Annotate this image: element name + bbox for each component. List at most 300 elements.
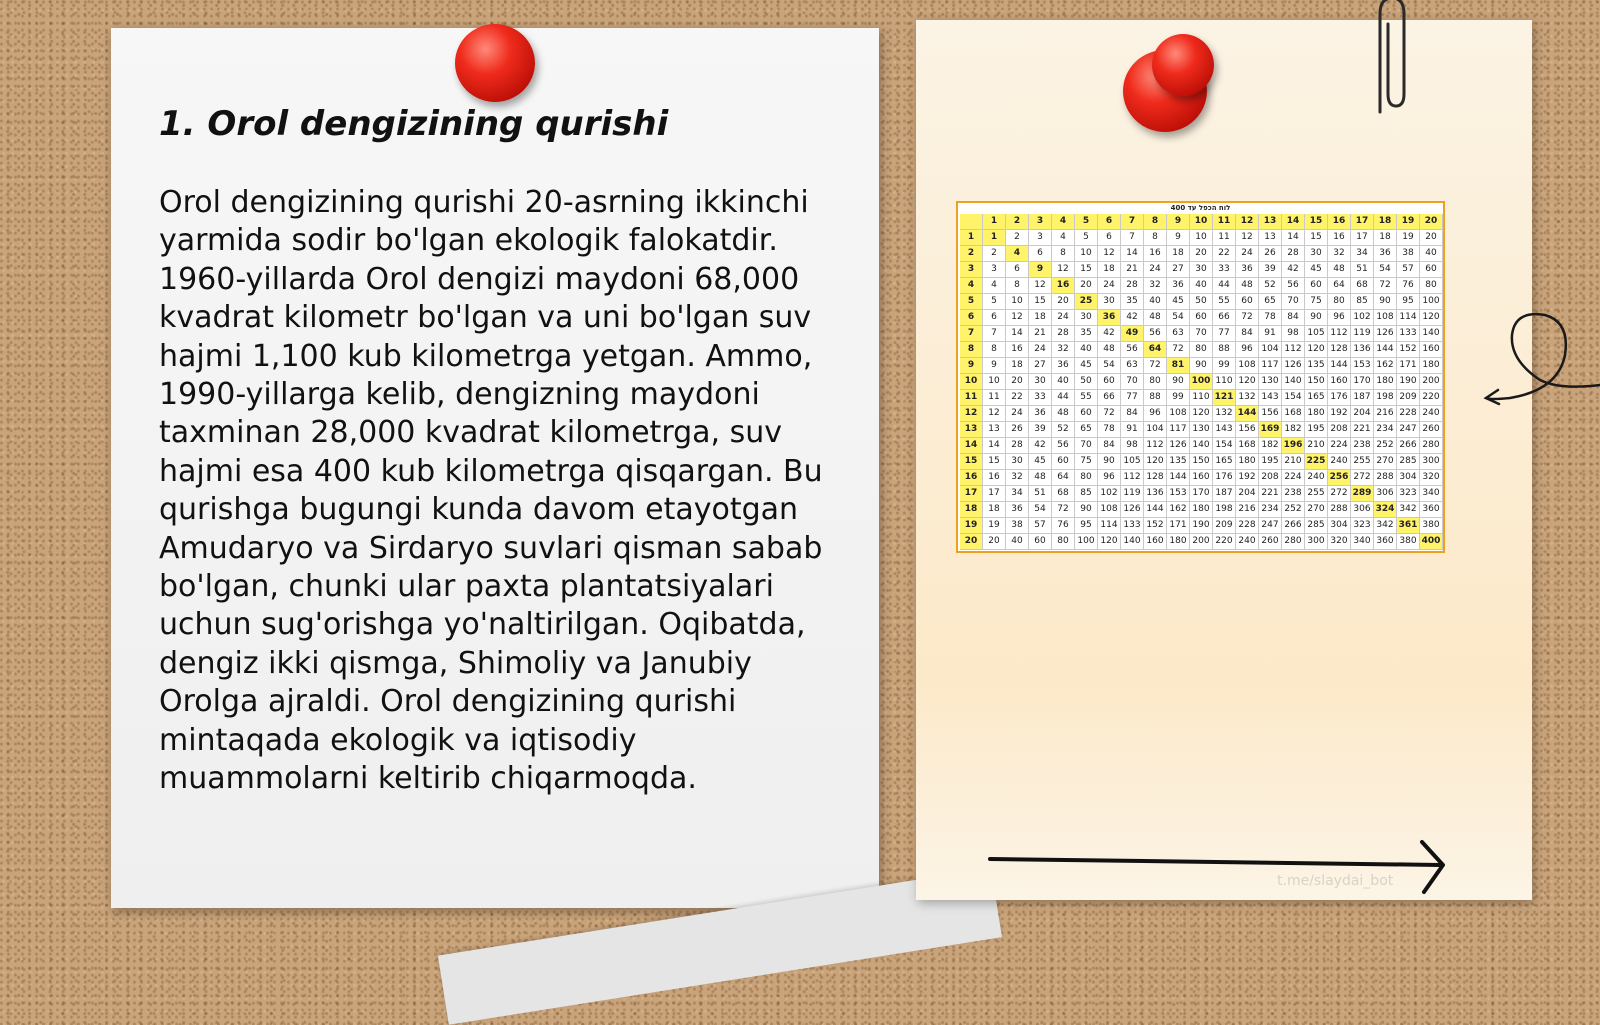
table-cell: 8 [1006,278,1029,294]
table-cell: 18 [1029,310,1052,326]
table-cell: 45 [1029,454,1052,470]
table-cell: 28 [1006,438,1029,454]
table-cell: 11 [983,390,1006,406]
table-cell: 65 [1075,422,1098,438]
table-cell: 15 [1029,294,1052,310]
table-row-header: 1 [960,230,983,246]
table-cell: 48 [1098,342,1121,358]
table-cell: 16 [1144,246,1167,262]
table-cell: 320 [1420,470,1443,486]
table-cell: 156 [1259,406,1282,422]
table-cell: 288 [1328,502,1351,518]
table-column-header: 6 [1098,214,1121,230]
table-cell: 153 [1167,486,1190,502]
table-cell: 238 [1351,438,1374,454]
table-cell: 192 [1328,406,1351,422]
table-cell: 270 [1305,502,1328,518]
table-cell: 140 [1190,438,1213,454]
table-cell: 33 [1213,262,1236,278]
table-cell: 50 [1075,374,1098,390]
table-cell: 128 [1328,342,1351,358]
table-cell: 36 [1098,310,1121,326]
table-cell: 14 [983,438,1006,454]
table-column-header: 13 [1259,214,1282,230]
table-cell: 10 [1006,294,1029,310]
table-row-header: 11 [960,390,983,406]
table-cell: 9 [1167,230,1190,246]
table-cell: 88 [1213,342,1236,358]
table-cell: 304 [1328,518,1351,534]
table-cell: 12 [1098,246,1121,262]
table-cell: 60 [1075,406,1098,422]
table-cell: 66 [1098,390,1121,406]
table-cell: 96 [1098,470,1121,486]
table-cell: 18 [1006,358,1029,374]
table-cell: 95 [1397,294,1420,310]
table-cell: 162 [1167,502,1190,518]
table-cell: 306 [1374,486,1397,502]
table-cell: 80 [1420,278,1443,294]
table-cell: 240 [1328,454,1351,470]
table-cell: 176 [1328,390,1351,406]
table-cell: 11 [1213,230,1236,246]
table-cell: 234 [1259,502,1282,518]
table-cell: 42 [1029,438,1052,454]
table-cell: 96 [1328,310,1351,326]
table-cell: 102 [1098,486,1121,502]
table-cell: 7 [983,326,1006,342]
table-cell: 140 [1121,534,1144,550]
table-cell: 36 [1029,406,1052,422]
table-row-header: 9 [960,358,983,374]
table-cell: 180 [1420,358,1443,374]
table-cell: 40 [1420,246,1443,262]
table-row-header: 8 [960,342,983,358]
table-cell: 54 [1098,358,1121,374]
table-cell: 52 [1259,278,1282,294]
table-cell: 120 [1420,310,1443,326]
table-cell: 72 [1098,406,1121,422]
table-cell: 84 [1098,438,1121,454]
table-cell: 289 [1351,486,1374,502]
table-cell: 304 [1397,470,1420,486]
table-cell: 136 [1351,342,1374,358]
table-cell: 224 [1282,470,1305,486]
table-cell: 255 [1305,486,1328,502]
table-cell: 80 [1075,470,1098,486]
table-cell: 57 [1397,262,1420,278]
table-cell: 180 [1305,406,1328,422]
table-row-header: 18 [960,502,983,518]
table-cell: 216 [1236,502,1259,518]
table-cell: 52 [1052,422,1075,438]
table-cell: 68 [1052,486,1075,502]
table-cell: 13 [1259,230,1282,246]
table-cell: 32 [1006,470,1029,486]
table-cell: 170 [1190,486,1213,502]
table-cell: 77 [1213,326,1236,342]
table-cell: 204 [1236,486,1259,502]
table-cell: 285 [1397,454,1420,470]
table-cell: 72 [1144,358,1167,374]
table-cell: 10 [1190,230,1213,246]
table-cell: 16 [1328,230,1351,246]
table-cell: 80 [1144,374,1167,390]
table-row-header: 20 [960,534,983,550]
table-cell: 17 [983,486,1006,502]
table-cell: 150 [1305,374,1328,390]
table-cell: 342 [1397,502,1420,518]
table-cell: 323 [1397,486,1420,502]
table-cell: 210 [1305,438,1328,454]
table-cell: 2 [1006,230,1029,246]
table-cell: 5 [1075,230,1098,246]
table-cell: 238 [1282,486,1305,502]
table-cell: 33 [1029,390,1052,406]
table-cell: 48 [1236,278,1259,294]
table-column-header: 5 [1075,214,1098,230]
table-cell: 130 [1190,422,1213,438]
table-cell: 14 [1006,326,1029,342]
table-cell: 380 [1397,534,1420,550]
table-cell: 12 [1236,230,1259,246]
table-cell: 30 [1075,310,1098,326]
table-cell: 112 [1328,326,1351,342]
table-cell: 400 [1420,534,1443,550]
table-cell: 30 [1305,246,1328,262]
table-cell: 28 [1052,326,1075,342]
table-cell: 84 [1121,406,1144,422]
table-cell: 90 [1167,374,1190,390]
table-cell: 252 [1282,502,1305,518]
table-cell: 40 [1006,534,1029,550]
table-row-header: 16 [960,470,983,486]
table-cell: 91 [1121,422,1144,438]
table-cell: 102 [1351,310,1374,326]
table-cell: 36 [1006,502,1029,518]
table-cell: 144 [1374,342,1397,358]
table-cell: 85 [1351,294,1374,310]
table-cell: 108 [1236,358,1259,374]
table-cell: 169 [1259,422,1282,438]
table-cell: 105 [1305,326,1328,342]
table-cell: 121 [1213,390,1236,406]
table-cell: 90 [1098,454,1121,470]
table-cell: 42 [1098,326,1121,342]
table-cell: 8 [1144,230,1167,246]
table-cell: 3 [1029,230,1052,246]
table-cell: 45 [1305,262,1328,278]
table-cell: 5 [983,294,1006,310]
table-cell: 72 [1052,502,1075,518]
table-cell: 266 [1397,438,1420,454]
table-cell: 48 [1052,406,1075,422]
table-cell: 51 [1351,262,1374,278]
table-cell: 144 [1144,502,1167,518]
table-cell: 288 [1374,470,1397,486]
table-cell: 39 [1259,262,1282,278]
table-cell: 240 [1305,470,1328,486]
table-cell: 182 [1259,438,1282,454]
table-cell: 14 [1282,230,1305,246]
table-cell: 72 [1374,278,1397,294]
table-cell: 228 [1397,406,1420,422]
table-cell: 72 [1236,310,1259,326]
table-cell: 247 [1397,422,1420,438]
table-cell: 360 [1374,534,1397,550]
table-cell: 27 [1029,358,1052,374]
table-cell: 180 [1167,534,1190,550]
table-cell: 12 [1029,278,1052,294]
table-cell: 182 [1282,422,1305,438]
table-cell: 225 [1305,454,1328,470]
table-cell: 220 [1420,390,1443,406]
table-cell: 60 [1098,374,1121,390]
table-cell: 98 [1121,438,1144,454]
table-cell: 56 [1121,342,1144,358]
table-cell: 272 [1351,470,1374,486]
table-cell: 260 [1259,534,1282,550]
table-cell: 30 [1006,454,1029,470]
table-cell: 39 [1029,422,1052,438]
table-cell: 140 [1420,326,1443,342]
table-column-header: 10 [1190,214,1213,230]
table-cell: 6 [1098,230,1121,246]
table-cell: 18 [1374,230,1397,246]
table-cell: 40 [1144,294,1167,310]
red-pushpin-head-icon [1152,34,1214,96]
table-cell: 60 [1236,294,1259,310]
table-cell: 77 [1121,390,1144,406]
table-cell: 3 [983,262,1006,278]
table-cell: 144 [1236,406,1259,422]
table-cell: 114 [1397,310,1420,326]
table-cell: 15 [1075,262,1098,278]
table-column-header: 4 [1052,214,1075,230]
watermark: t.me/slaydai_bot [1277,873,1394,889]
table-cell: 55 [1213,294,1236,310]
table-cell: 91 [1259,326,1282,342]
table-cell: 4 [983,278,1006,294]
table-cell: 16 [1052,278,1075,294]
table-cell: 152 [1144,518,1167,534]
table-cell: 126 [1282,358,1305,374]
table-cell: 160 [1420,342,1443,358]
table-cell: 180 [1190,502,1213,518]
table-cell: 19 [1397,230,1420,246]
table-column-header: 20 [1420,214,1443,230]
table-row-header: 6 [960,310,983,326]
table-cell: 20 [1006,374,1029,390]
table-cell: 126 [1374,326,1397,342]
table-cell: 25 [1075,294,1098,310]
table-cell: 4 [1006,246,1029,262]
table-cell: 32 [1328,246,1351,262]
table-cell: 162 [1374,358,1397,374]
table-cell: 18 [1098,262,1121,278]
table-cell: 96 [1144,406,1167,422]
table-cell: 4 [1052,230,1075,246]
table-cell: 85 [1075,486,1098,502]
table-cell: 126 [1121,502,1144,518]
table-cell: 195 [1259,454,1282,470]
table-cell: 200 [1420,374,1443,390]
table-column-header: 17 [1351,214,1374,230]
table-cell: 209 [1397,390,1420,406]
table-cell: 135 [1167,454,1190,470]
table-cell: 154 [1213,438,1236,454]
table-cell: 57 [1029,518,1052,534]
table-cell: 114 [1098,518,1121,534]
table-cell: 210 [1282,454,1305,470]
table-cell: 16 [983,470,1006,486]
table-cell: 80 [1190,342,1213,358]
table-cell: 108 [1374,310,1397,326]
table-cell: 78 [1259,310,1282,326]
table-cell: 24 [1236,246,1259,262]
table-cell: 340 [1420,486,1443,502]
table-row-header: 15 [960,454,983,470]
table-cell: 9 [1029,262,1052,278]
table-cell: 280 [1420,438,1443,454]
table-cell: 100 [1420,294,1443,310]
table-cell: 54 [1167,310,1190,326]
table-column-header: 14 [1282,214,1305,230]
table-cell: 22 [1006,390,1029,406]
table-cell: 170 [1351,374,1374,390]
table-cell: 75 [1305,294,1328,310]
table-cell: 270 [1374,454,1397,470]
table-cell: 75 [1075,454,1098,470]
table-cell: 100 [1190,374,1213,390]
table-cell: 192 [1236,470,1259,486]
table-row-header: 19 [960,518,983,534]
table-cell: 18 [983,502,1006,518]
table-cell: 16 [1006,342,1029,358]
table-cell: 8 [983,342,1006,358]
table-cell: 252 [1374,438,1397,454]
table-cell: 112 [1121,470,1144,486]
table-cell: 76 [1052,518,1075,534]
table-cell: 96 [1236,342,1259,358]
table-cell: 70 [1190,326,1213,342]
table-cell: 196 [1282,438,1305,454]
table-cell: 255 [1351,454,1374,470]
table-cell: 120 [1190,406,1213,422]
table-cell: 72 [1167,342,1190,358]
table-cell: 40 [1075,342,1098,358]
table-cell: 120 [1305,342,1328,358]
table-cell: 126 [1167,438,1190,454]
table-cell: 9 [983,358,1006,374]
table-cell: 187 [1213,486,1236,502]
table-cell: 84 [1236,326,1259,342]
table-cell: 180 [1236,454,1259,470]
table-cell: 256 [1328,470,1351,486]
table-cell: 20 [1190,246,1213,262]
table-cell: 272 [1328,486,1351,502]
table-cell: 55 [1075,390,1098,406]
table-column-header: 7 [1121,214,1144,230]
table-cell: 323 [1351,518,1374,534]
table-row-header: 7 [960,326,983,342]
table-cell: 48 [1029,470,1052,486]
table-cell: 208 [1328,422,1351,438]
table-row-header: 17 [960,486,983,502]
table-cell: 20 [983,534,1006,550]
table-cell: 221 [1259,486,1282,502]
multiplication-table-image [956,201,1445,553]
table-cell: 90 [1190,358,1213,374]
table-cell: 108 [1167,406,1190,422]
table-cell: 133 [1397,326,1420,342]
table-column-header: 3 [1029,214,1052,230]
table-cell: 90 [1305,310,1328,326]
table-cell: 21 [1121,262,1144,278]
table-cell: 24 [1052,310,1075,326]
table-cell: 165 [1305,390,1328,406]
table-row-header: 14 [960,438,983,454]
table-cell: 63 [1121,358,1144,374]
table-cell: 24 [1144,262,1167,278]
table-column-header: 2 [1006,214,1029,230]
table-cell: 110 [1190,390,1213,406]
table-cell: 135 [1305,358,1328,374]
table-cell: 152 [1397,342,1420,358]
table-cell: 209 [1213,518,1236,534]
table-row-header: 2 [960,246,983,262]
table-cell: 13 [983,422,1006,438]
table-cell: 6 [983,310,1006,326]
table-cell: 48 [1144,310,1167,326]
table-cell: 64 [1328,278,1351,294]
table-cell: 45 [1075,358,1098,374]
table-column-header: 8 [1144,214,1167,230]
table-column-header: 9 [1167,214,1190,230]
table-cell: 361 [1397,518,1420,534]
table-cell: 70 [1075,438,1098,454]
table-cell: 104 [1259,342,1282,358]
table-cell: 285 [1305,518,1328,534]
table-cell: 1 [983,230,1006,246]
table-row-header: 13 [960,422,983,438]
table-cell: 266 [1282,518,1305,534]
table-cell: 119 [1351,326,1374,342]
table-cell: 300 [1420,454,1443,470]
table-cell: 60 [1052,454,1075,470]
table-cell: 48 [1328,262,1351,278]
table-cell: 12 [983,406,1006,422]
table-cell: 187 [1351,390,1374,406]
table-cell: 144 [1328,358,1351,374]
table-row-header: 3 [960,262,983,278]
multiplication-table-caption: לוח הכפל עד 400 [1170,204,1231,212]
table-cell: 108 [1098,502,1121,518]
table-column-header: 16 [1328,214,1351,230]
table-cell: 130 [1259,374,1282,390]
table-cell: 324 [1374,502,1397,518]
table-cell: 168 [1282,406,1305,422]
table-cell: 21 [1029,326,1052,342]
table-cell: 36 [1052,358,1075,374]
table-cell: 340 [1351,534,1374,550]
table-cell: 35 [1121,294,1144,310]
table-cell: 56 [1052,438,1075,454]
table-cell: 240 [1420,406,1443,422]
table-cell: 50 [1190,294,1213,310]
table-cell: 6 [1006,262,1029,278]
table-cell: 60 [1305,278,1328,294]
